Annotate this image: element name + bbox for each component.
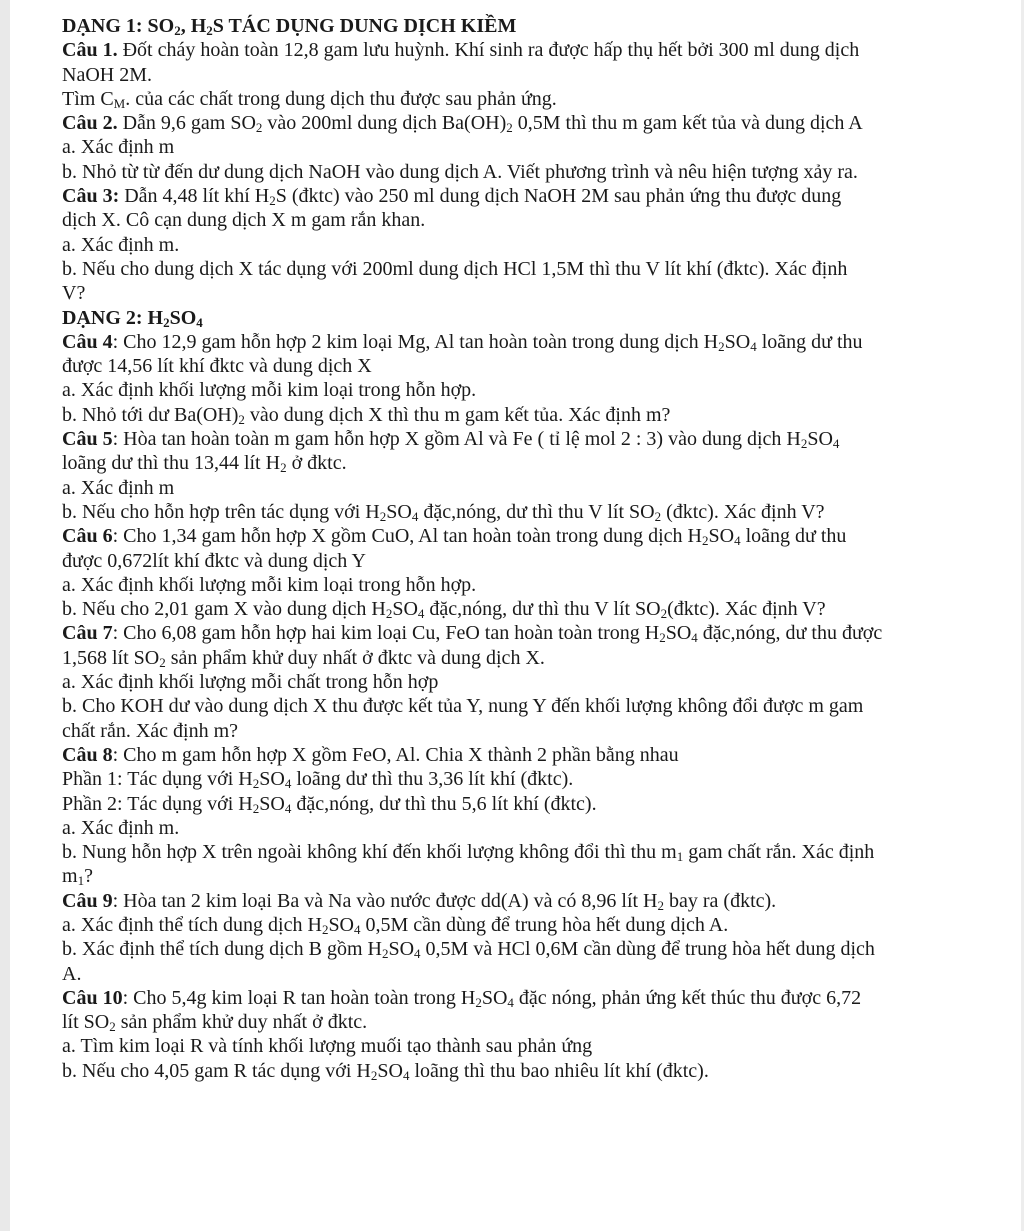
text-line	[62, 257, 984, 281]
line-text: DẠNG 1: $SO_2$, $H_2S$ TÁC DỤNG DUNG DỊCH KIỀM	[62, 15, 517, 38]
line-text: a. Tìm kim loại R và tính khối lượng muối tạo thành sau phản ứng	[62, 1035, 593, 1058]
line-text: được 14,56 lít khí đktc và dung dịch X	[62, 355, 372, 378]
question-label: Câu 1.	[62, 39, 118, 62]
text-line	[62, 646, 984, 670]
line-text: b. Nếu cho 4,05 gam R tác dụng với $H_2SO_4$ loãng thì thu bao nhiêu lít khí (đktc).	[62, 1059, 709, 1083]
question-line	[62, 889, 984, 913]
line-text: Dẫn 9,6 gam $SO_2$ vào 200ml dung dịch $Ba(OH)_2$ 0,5M thì thu m gam kết tủa và dung dịch A	[117, 112, 863, 136]
line-text: b. Nếu cho dung dịch X tác dụng với 200ml dung dịch HCl 1,5M thì thu V lít khí (đktc). Xác định	[62, 257, 848, 280]
line-text: b. Xác định thể tích dung dịch B gồm $H_2SO_4$ 0,5M và HCl 0,6M cần dùng để trung hòa hết dung dịch	[62, 938, 875, 962]
question-line	[62, 427, 984, 451]
line-text: a. Xác định m	[62, 476, 175, 499]
line-text: NaOH 2M.	[62, 63, 152, 86]
line-text: a. Xác định khối lượng mỗi kim loại trong hỗn hợp.	[62, 573, 477, 596]
question-line	[62, 524, 984, 548]
text-line	[62, 719, 984, 743]
text-line	[62, 378, 984, 402]
text-line	[62, 354, 984, 378]
line-text: b. Nung hỗn hợp X trên ngoài không khí đến khối lượng không đổi thì thu $m_1$ gam chất rắn. Xác định	[62, 841, 875, 865]
question-line	[62, 621, 984, 645]
text-line	[62, 233, 984, 257]
text-line	[62, 913, 984, 937]
question-label: Câu 3:	[62, 185, 120, 208]
text-line	[62, 281, 984, 305]
page-edge-left	[0, 0, 10, 1231]
exercise-list	[62, 14, 984, 1083]
line-text: lít $SO_2$ sản phẩm khử duy nhất ở đktc.	[62, 1011, 368, 1035]
line-text: : Cho m gam hỗn hợp X gồm FeO, Al. Chia X thành 2 phần bằng nhau	[112, 743, 679, 766]
line-text: b. Nhỏ từ từ đến dư dung dịch NaOH vào dung dịch A. Viết phương trình và nêu hiện tượng xảy ra.	[62, 160, 858, 183]
question-label: Câu 9	[62, 889, 113, 912]
line-text: a. Xác định m.	[62, 816, 180, 839]
text-line	[62, 597, 984, 621]
question-line	[62, 111, 984, 135]
line-text: a. Xác định m	[62, 136, 175, 159]
line-text: : Cho 1,34 gam hỗn hợp X gồm CuO, Al tan hoàn toàn trong dung dịch $H_2SO_4$ loãng dư thu	[112, 525, 847, 549]
question-line	[62, 38, 984, 62]
line-text: b. Cho KOH dư vào dung dịch X thu được kết tủa Y, nung Y đến khối lượng không đổi được m gam	[62, 695, 864, 718]
line-text: chất rắn. Xác định m?	[62, 719, 239, 742]
text-line	[62, 403, 984, 427]
text-line	[62, 208, 984, 232]
line-text: a. Xác định m.	[62, 233, 180, 256]
text-line	[62, 573, 984, 597]
text-line	[62, 816, 984, 840]
line-text: : Cho 6,08 gam hỗn hợp hai kim loại Cu, FeO tan hoàn toàn trong $H_2SO_4$ đặc,nóng, dư thu được	[112, 622, 883, 646]
line-text: : Hòa tan 2 kim loại Ba và Na vào nước được dd(A) và có 8,96 lít $H_2$ bay ra (đktc).	[112, 889, 777, 913]
line-text: A.	[62, 962, 82, 985]
text-line	[62, 670, 984, 694]
line-text: Dẫn 4,48 lít khí $H_2S$ (đktc) vào 250 ml dung dịch NaOH 2M sau phản ứng thu được dung	[119, 185, 842, 209]
line-text: 1,568 lít $SO_2$ sản phẩm khử duy nhất ở đktc và dung dịch X.	[62, 646, 545, 670]
text-line	[62, 87, 984, 111]
text-line	[62, 767, 984, 791]
line-text: a. Xác định thể tích dung dịch $H_2SO_4$ 0,5M cần dùng để trung hòa hết dung dịch A.	[62, 913, 729, 937]
line-text: Phần 2: Tác dụng với $H_2SO_4$ đặc,nóng, dư thì thu 5,6 lít khí (đktc).	[62, 792, 597, 816]
question-label: Câu 10	[62, 986, 123, 1009]
text-line	[62, 549, 984, 573]
question-label: Câu 8	[62, 743, 113, 766]
text-line	[62, 792, 984, 816]
line-text: b. Nếu cho 2,01 gam X vào dung dịch $H_2SO_4$ đặc,nóng, dư thì thu V lít $SO_2(đktc)$. Xác định V?	[62, 598, 826, 622]
text-line	[62, 476, 984, 500]
line-text: $m_1$?	[62, 865, 93, 889]
line-text: được 0,672lít khí đktc và dung dịch Y	[62, 549, 366, 572]
line-text: DẠNG 2: $H_2SO_4$	[62, 306, 203, 330]
line-text: Phần 1: Tác dụng với $H_2SO_4$ loãng dư thì thu 3,36 lít khí (đktc).	[62, 768, 574, 792]
line-text: : Cho 12,9 gam hỗn hợp 2 kim loại Mg, Al tan hoàn toàn trong dung dịch $H_2SO_4$ loãng dư thu	[112, 330, 863, 354]
section-heading	[62, 306, 984, 330]
question-line	[62, 330, 984, 354]
text-line	[62, 937, 984, 961]
text-line	[62, 840, 984, 864]
line-text: b. Nếu cho hỗn hợp trên tác dụng với $H_2SO_4$ đặc,nóng, dư thì thu V lít $SO_2$ (đktc). Xác định V?	[62, 500, 825, 524]
line-text: V?	[62, 282, 86, 305]
question-label: Câu 2.	[62, 112, 118, 135]
section-heading	[62, 14, 984, 38]
question-line	[62, 184, 984, 208]
text-line	[62, 962, 984, 986]
line-text: a. Xác định khối lượng mỗi kim loại trong hỗn hợp.	[62, 379, 477, 402]
line-text: loãng dư thì thu 13,44 lít $H_2$ ở đktc.	[62, 452, 347, 476]
line-text: Đốt cháy hoàn toàn 12,8 gam lưu huỳnh. Khí sinh ra được hấp thụ hết bởi 300 ml dung dịch	[117, 39, 860, 62]
text-line	[62, 1034, 984, 1058]
line-text: b. Nhỏ tới dư $Ba(OH)_2$ vào dung dịch X thì thu m gam kết tủa. Xác định m?	[62, 403, 671, 427]
text-line	[62, 1059, 984, 1083]
line-text: : Hòa tan hoàn toàn m gam hỗn hợp X gồm Al và Fe ( tỉ lệ mol 2 : 3) vào dung dịch $H_2SO_4$	[112, 428, 840, 452]
text-line	[62, 864, 984, 888]
question-line	[62, 986, 984, 1010]
line-text: : Cho 5,4g kim loại R tan hoàn toàn trong $H_2SO_4$ đặc nóng, phản ứng kết thúc thu được 6,72	[122, 986, 862, 1010]
text-line	[62, 694, 984, 718]
question-label: Câu 4	[62, 330, 113, 353]
line-text: Tìm $C_M$. của các chất trong dung dịch thu được sau phản ứng.	[62, 87, 557, 111]
question-label: Câu 7	[62, 622, 113, 645]
question-label: Câu 6	[62, 525, 113, 548]
line-text: a. Xác định khối lượng mỗi chất trong hỗn hợp	[62, 671, 439, 694]
question-label: Câu 5	[62, 428, 113, 451]
question-line	[62, 743, 984, 767]
line-text: dịch X. Cô cạn dung dịch X m gam rắn khan.	[62, 209, 426, 232]
text-line	[62, 135, 984, 159]
text-line	[62, 160, 984, 184]
text-line	[62, 500, 984, 524]
text-line	[62, 63, 984, 87]
text-line	[62, 1010, 984, 1034]
text-line	[62, 451, 984, 475]
